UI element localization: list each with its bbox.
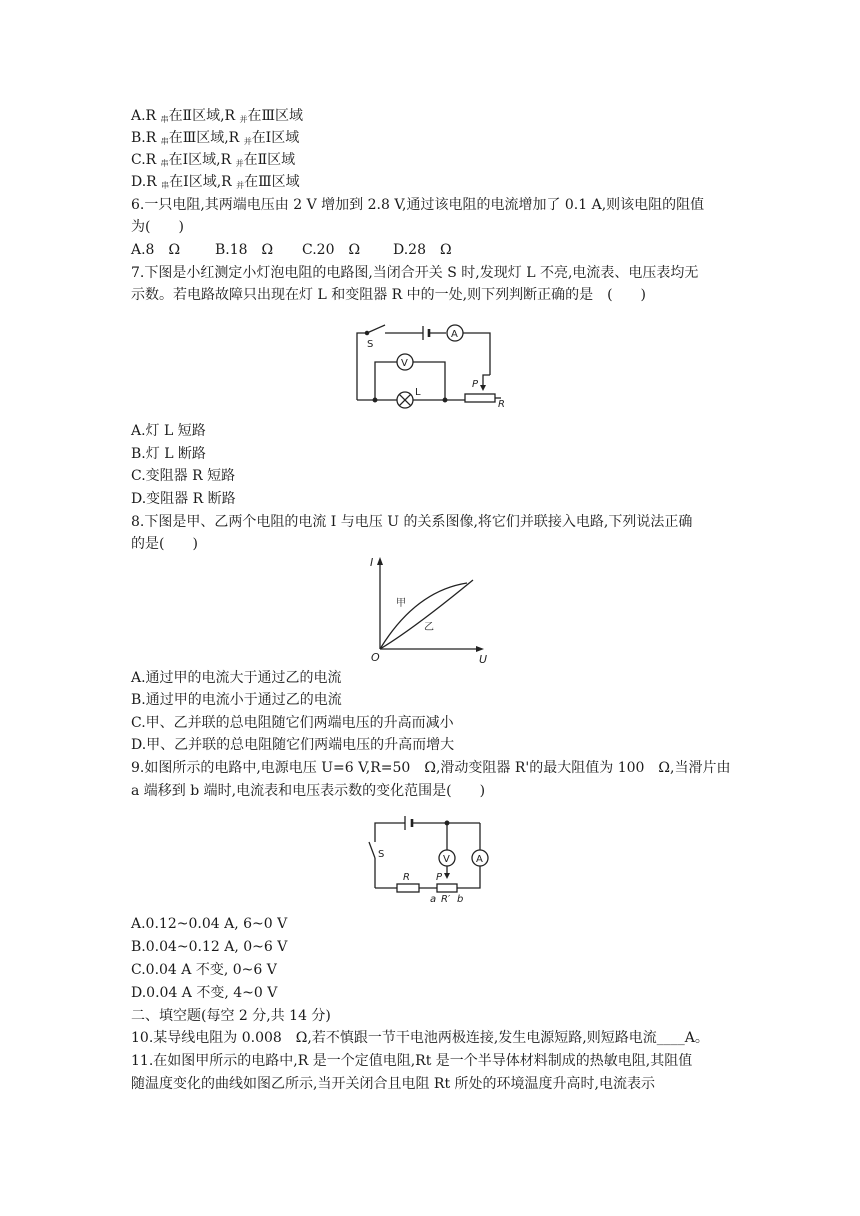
q7-label-switch: S [367,339,374,350]
q7-option-c: C.变阻器 R 短路 [131,468,236,484]
q8-label-y-axis: I [370,556,374,569]
q9-option-a: A.0.12~0.04 A, 6~0 V [131,916,288,932]
q8-iu-graph [365,553,495,665]
q7-label-voltmeter: V [401,358,408,369]
q9-label-end-a: a [430,894,437,905]
q7-stem-line2: 示数。若电路故障只出现在灯 L 和变阻器 R 中的一处,则下列判断正确的是 ( ) [131,287,647,303]
q6-option-b: B.18 Ω [215,242,274,258]
q8-curve-yi [380,580,473,649]
q9-option-b: B.0.04~0.12 A, 0~6 V [131,939,288,955]
q8-option-d: D.甲、乙并联的总电阻随它们两端电压的升高而增大 [131,737,455,753]
q8-label-x-axis: U [479,653,488,665]
q8-stem-line2: 的是( ) [131,536,198,552]
q7-label-lamp: L [415,387,421,398]
q9-option-d: D.0.04 A 不变, 4~0 V [131,985,278,1001]
q5-option-d: D.R $_串$在Ⅰ区域,R $_并$在Ⅲ区域 [131,174,300,190]
q7-option-d: D.变阻器 R 断路 [131,491,236,507]
section-2-heading: 二、填空题(每空 2 分,共 14 分) [131,1008,331,1024]
q10-stem: 10.某导线电阻为 0.008 Ω,若不慎跟一节干电池两极连接,发生电源短路,则短路电流____A。 [131,1030,709,1046]
q6-stem-line2: 为( ) [131,219,184,235]
q6-option-d: D.28 Ω [393,242,452,258]
q6-stem-line1: 6.一只电阻,其两端电压由 2 V 增加到 2.8 V,通过该电阻的电流增加了 0.1 A,则该电阻的阻值 [131,197,705,213]
q5-option-b: B.R $_串$在Ⅲ区域,R $_并$在Ⅰ区域 [131,130,300,146]
q7-option-a: A.灯 L 短路 [131,423,206,439]
q7-circuit-diagram [345,315,515,415]
q11-stem-line2: 随温度变化的曲线如图乙所示,当开关闭合且电阻 Rt 所处的环境温度升高时,电流表示 [131,1076,655,1092]
q8-label-jia: 甲 [396,598,406,609]
q8-option-c: C.甲、乙并联的总电阻随它们两端电压的升高而减小 [131,715,454,731]
q9-label-ammeter: A [476,854,483,865]
q5-option-a: A.R $_串$在Ⅱ区域,R $_并$在Ⅲ区域 [131,108,304,124]
q7-label-ammeter: A [451,329,458,340]
q7-option-b: B.灯 L 断路 [131,446,206,462]
q9-label-voltmeter: V [443,854,450,865]
q9-label-slider: P [436,872,443,883]
q9-circuit-diagram [365,812,495,907]
q8-option-a: A.通过甲的电流大于通过乙的电流 [131,670,342,686]
q9-label-switch: S [378,849,385,860]
q9-option-c: C.0.04 A 不变, 0~6 V [131,962,277,978]
q9-stem-line2: a 端移到 b 端时,电流表和电压表示数的变化范围是( ) [131,783,486,799]
q8-stem-line1: 8.下图是甲、乙两个电阻的电流 I 与电压 U 的关系图像,将它们并联接入电路,下列说法正确 [131,514,693,530]
q9-stem-line1: 9.如图所示的电路中,电源电压 U=6 V,R=50 Ω,滑动变阻器 R'的最大阻值为 100 Ω,当滑片由 [131,760,731,776]
q9-label-resistor: R [403,872,410,883]
q6-option-c: C.20 Ω [302,242,361,258]
q8-label-origin: O [371,651,380,664]
q8-label-yi: 乙 [424,622,434,633]
q7-stem-line1: 7.下图是小红测定小灯泡电阻的电路图,当闭合开关 S 时,发现灯 L 不亮,电流表、电压表均无 [131,265,699,281]
q7-label-slider: P [472,379,479,390]
q7-label-rheostat: R [498,399,505,410]
q11-stem-line1: 11.在如图甲所示的电路中,R 是一个定值电阻,Rt 是一个半导体材料制成的热敏电阻,其阻值 [131,1053,693,1069]
q9-label-end-b: b [457,894,464,905]
q5-option-c: C.R $_串$在Ⅰ区域,R $_并$在Ⅱ区域 [131,152,296,168]
q6-option-a: A.8 Ω [131,242,181,258]
q9-label-rheostat: R′ [441,894,451,905]
q8-curve-jia [380,583,467,649]
q8-option-b: B.通过甲的电流小于通过乙的电流 [131,692,342,708]
